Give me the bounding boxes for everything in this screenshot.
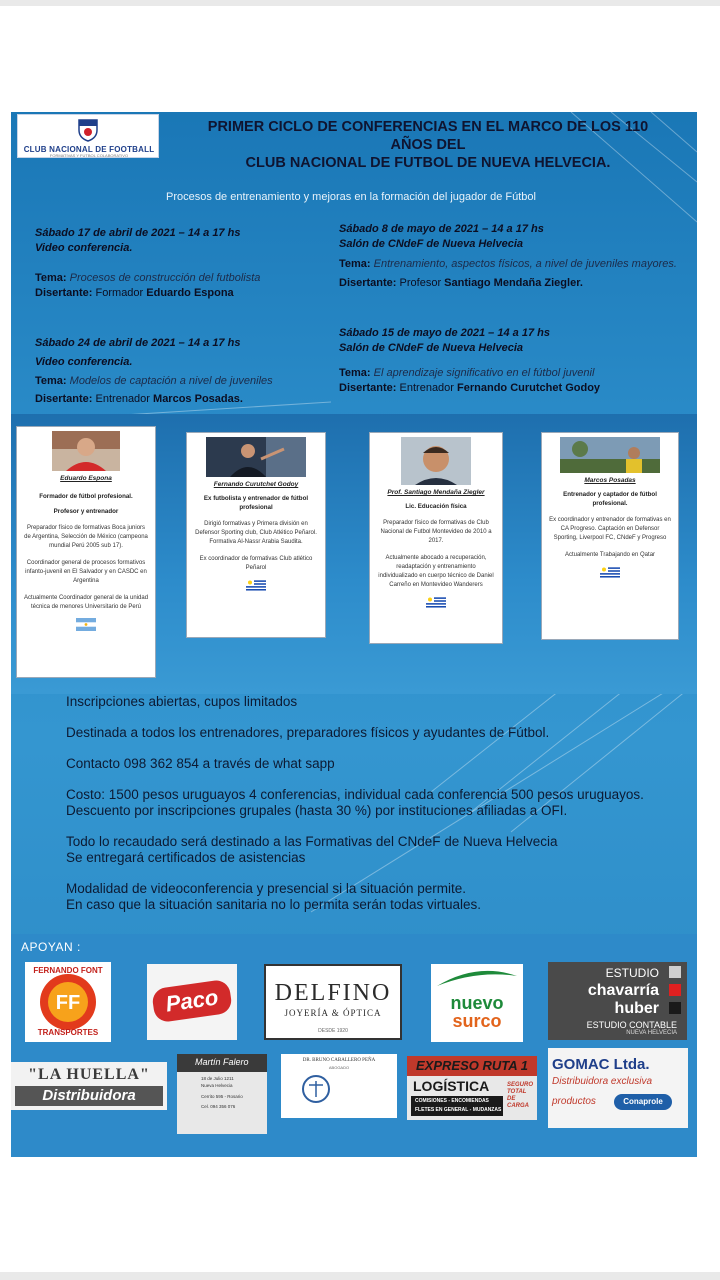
sponsor-expreso-ruta1-logo: [407, 1056, 537, 1120]
sponsor-text: SEGURO TOTAL DE CARGA: [507, 1082, 534, 1109]
speaker-photo-posadas: [560, 437, 660, 473]
speaker-bio-paragraph: Preparador físico de formativas de Club Nacional de Futbol Montevideo de 2010 a 2017.: [380, 520, 492, 544]
uruguay-flag-icon: [600, 566, 620, 579]
speaker-photo-espona: [52, 431, 120, 471]
speaker-title: Profesor: [399, 277, 442, 289]
speaker-role: Lic. Educación física: [405, 503, 467, 510]
speaker-bio-paragraph: Coordinador general de procesos formativos infanto-juvenil en El Salvador y en CASDC en Argentina: [25, 560, 147, 584]
sponsor-fernando-font-logo: [25, 962, 111, 1042]
club-crest-icon: [76, 118, 100, 142]
session-mode: Video conferencia.: [35, 356, 133, 368]
session-1: [35, 226, 335, 301]
speaker-label: Disertante:: [35, 393, 93, 405]
session-speaker: [339, 276, 689, 291]
info-line: Modalidad de videoconferencia y presencial si la situación permite.: [66, 881, 466, 896]
sponsor-text: FLETES EN GENERAL - MUDANZAS: [415, 1107, 502, 1113]
sponsor-text: DESDE 1920: [318, 1028, 348, 1034]
sponsor-text: DELFINO: [274, 980, 392, 1006]
club-logo-subtitle: FORMATIVAS Y FUTBOL COLABORATIVO: [49, 153, 129, 158]
square-icon: [669, 1002, 681, 1014]
sponsor-text: FERNANDO FONT: [33, 966, 103, 975]
session-topic: [35, 271, 335, 286]
info-line: En caso que la situación sanitaria no lo permita serán todas virtuales.: [66, 897, 481, 912]
scales-of-justice-icon: [301, 1074, 331, 1104]
argentina-flag-icon: [76, 618, 96, 631]
sponsor-text: "LA HUELLA": [28, 1066, 150, 1083]
sponsor-text: EXPRESO RUTA 1: [407, 1056, 537, 1076]
square-icon: [669, 984, 681, 996]
sponsor-text: Paco: [164, 984, 220, 1017]
speaker-name: Eduardo Espona: [60, 475, 112, 482]
sponsor-text: JOYERÍA & ÓPTICA: [284, 1008, 382, 1018]
speaker-role: Entrenador y captador de fútbol profesional.: [563, 491, 657, 507]
session-4: [339, 326, 689, 396]
sponsor-text: Distribuidora exclusiva: [552, 1076, 653, 1087]
speakers-band: [11, 414, 697, 694]
sponsor-text: TRANSPORTES: [37, 1028, 99, 1037]
speaker-card-curutchet: [186, 432, 326, 638]
sponsor-text: nuevo: [450, 993, 504, 1013]
info-line: Se entregará certificados de asistencias: [66, 850, 306, 865]
uruguay-flag-icon: [426, 596, 446, 609]
session-mode: Salón de CNdeF de Nueva Helvecia: [339, 342, 524, 354]
sponsor-text: DR. BRUNO CABALLERO PEÑA: [302, 1058, 376, 1063]
sponsor-chavarria-huber-logo: [548, 962, 687, 1040]
speaker-card-posadas: [541, 432, 679, 640]
speaker-label: Disertante:: [339, 277, 397, 289]
sponsor-caballero-card: [281, 1054, 397, 1118]
nuevo-surco-swoosh-icon: [431, 964, 523, 990]
sponsor-nuevo-surco-logo: [431, 964, 523, 1042]
info-line: Contacto 098 362 854 a través de what sapp: [66, 756, 335, 771]
sponsor-text: Distribuidora: [15, 1086, 163, 1106]
sponsor-text: chavarría: [587, 982, 659, 999]
speaker-bio-paragraph: Ex coordinador de formativas Club atlético Peñarol: [199, 556, 313, 571]
square-icon: [669, 966, 681, 978]
session-2: [339, 222, 689, 291]
sponsor-text: GOMAC Ltda.: [552, 1056, 650, 1073]
session-date: Sábado 15 de mayo de 2021 – 14 a 17 hs: [339, 327, 550, 339]
speaker-card-espona: [16, 426, 156, 678]
sponsor-text: Conaprole: [614, 1094, 672, 1110]
conference-flyer: [11, 112, 697, 1157]
speaker-name: Marcos Posadas.: [153, 393, 243, 405]
sponsor-text: NUEVA HELVECIA: [626, 1030, 677, 1036]
speaker-name: Fernando Curutchet Godoy: [213, 481, 299, 488]
sponsor-martin-falero-card: [177, 1054, 267, 1134]
uruguay-flag-icon: [246, 579, 266, 592]
viewer-top-bar: [0, 0, 720, 6]
speaker-name: Santiago Mendaña Ziegler.: [444, 277, 583, 289]
session-date: Sábado 17 de abril de 2021 – 14 a 17 hs: [35, 227, 241, 239]
sponsor-text: Nueva Helvecia: [201, 1083, 233, 1088]
speaker-title: Formador: [95, 287, 144, 299]
sponsor-la-huella-logo: [11, 1062, 167, 1110]
speaker-photo-mendana: [401, 437, 471, 485]
club-logo-name: CLUB NACIONAL DE FOOTBALL: [23, 145, 155, 154]
speaker-role: Formador de fútbol profesional.: [39, 493, 133, 500]
sponsor-text: ABOGADO: [328, 1065, 350, 1070]
sponsor-text: ESTUDIO: [605, 966, 659, 980]
topic-label: Tema:: [35, 375, 67, 387]
sponsors-section: [11, 934, 697, 1157]
topic-label: Tema:: [339, 367, 371, 379]
speaker-bio-paragraph: Actualmente abocado a recuperación, readaptación y entrenamiento individualizado en cuerpo técnico de Daniel Carreño en Montevideo Wanderers: [378, 555, 494, 588]
sponsor-text: Cerrito 595 - Rosario: [201, 1094, 243, 1099]
sponsor-text: COMISIONES - ENCOMIENDAS: [415, 1098, 489, 1104]
sponsor-text: 18 de Julio 1211: [201, 1076, 234, 1081]
sponsor-text: surco: [452, 1011, 502, 1031]
speaker-title: Entrenador: [95, 393, 150, 405]
topic-text: Entrenamiento, aspectos físicos, a nivel de juveniles mayores.: [373, 258, 677, 270]
info-line: Todo lo recaudado será destinado a las Formativas del CNdeF de Nueva Helvecia: [66, 834, 558, 849]
speaker-label: Disertante:: [339, 382, 397, 394]
sponsor-paco-logo: [147, 964, 237, 1040]
session-topic: [339, 258, 689, 270]
topic-label: Tema:: [339, 258, 371, 270]
speaker-role-secondary: Profesor y entrenador: [53, 508, 119, 515]
sponsor-text: ESTUDIO CONTABLE: [586, 1020, 677, 1030]
info-line: Destinada a todos los entrenadores, preparadores físicos y ayudantes de Fútbol.: [66, 725, 550, 740]
speaker-name: Prof. Santiago Mendaña Ziegler: [387, 489, 485, 496]
speaker-card-mendana: [369, 432, 503, 644]
session-speaker: [339, 381, 689, 396]
speaker-name: Eduardo Espona: [146, 287, 234, 299]
speaker-title: Entrenador: [399, 382, 454, 394]
speaker-role: Ex futbolista y entrenador de fútbol profesional: [203, 495, 309, 511]
sponsor-text: productos: [552, 1096, 596, 1107]
speaker-bio-paragraph: Actualmente Coordinador general de la unidad técnica de menores Universitario de Perú: [23, 595, 149, 610]
session-date: Sábado 8 de mayo de 2021 – 14 a 17 hs: [339, 223, 544, 235]
session-mode: Video conferencia.: [35, 242, 133, 254]
speaker-name: Fernando Curutchet Godoy: [457, 382, 601, 394]
session-speaker: [35, 286, 335, 301]
speaker-name: Marcos Posadas: [584, 477, 636, 484]
topic-text: Procesos de construcción del futbolista: [69, 272, 261, 284]
topic-text: Modelos de captación a nivel de juveniles: [69, 375, 273, 387]
info-line: Descuento por inscripciones grupales (hasta 30 %) por instituciones afiliadas a OFI.: [66, 803, 568, 818]
speaker-bio-paragraph: Dirigió formativas y Primera división en Defensor Sporting club, Club Atlético Peñarol. Formativa Al-Nassr Arabia Saudita.: [195, 521, 317, 545]
title-line: CLUB NACIONAL DE FUTBOL DE NUEVA HELVECIA.: [245, 155, 611, 171]
session-date: Sábado 24 de abril de 2021 – 14 a 17 hs: [35, 337, 241, 349]
sponsor-text: huber: [614, 1000, 659, 1017]
title-line: PRIMER CICLO DE CONFERENCIAS EN EL MARCO DE LOS 110: [207, 119, 649, 135]
club-nacional-logo: [17, 114, 159, 158]
sponsor-text: Cel. 094 356 076: [201, 1104, 236, 1109]
session-topic: [339, 366, 689, 381]
info-line: Costo: 1500 pesos uruguayos 4 conferencias, individual cada conferencia 500 pesos uruguayos.: [66, 787, 644, 802]
flyer-subtitle: Procesos de entrenamiento y mejoras en la formación del jugador de Fútbol: [166, 191, 536, 203]
session-topic: [35, 374, 335, 389]
sponsor-gomac-logo: [548, 1048, 688, 1128]
speaker-bio-paragraph: Ex coordinador y entrenador de formativas en CA Progreso. Captación en Defensor Sporting, Liverpool FC, CNdeF y Progreso: [549, 517, 671, 541]
speaker-bio-paragraph: Preparador físico de formativas Boca juniors de Argentina, Selección de México (campeona mundial Perú 2005 sub 17).: [24, 525, 148, 549]
speaker-bio-paragraph: Actualmente Trabajando en Qatar: [564, 552, 656, 558]
sponsor-text: LOGÍSTICA: [413, 1078, 490, 1094]
title-line: AÑOS DEL: [390, 137, 466, 153]
sponsor-text: FF: [55, 992, 81, 1014]
session-3: [35, 336, 335, 407]
speaker-photo-curutchet: [206, 437, 306, 477]
sponsor-delfino-logo: [264, 964, 402, 1040]
viewer-bottom-bar: [0, 1272, 720, 1280]
registration-info: [66, 694, 686, 913]
sponsor-text: Martín Falero: [195, 1057, 249, 1067]
topic-label: Tema:: [35, 272, 67, 284]
info-line: Inscripciones abiertas, cupos limitados: [66, 694, 298, 709]
flyer-title: [161, 118, 695, 172]
session-mode: Salón de CNdeF de Nueva Helvecia: [339, 238, 524, 250]
sponsors-heading: APOYAN :: [21, 940, 81, 954]
topic-text: El aprendizaje significativo en el fútbol juvenil: [373, 367, 595, 379]
speaker-label: Disertante:: [35, 287, 93, 299]
session-speaker: [35, 392, 335, 407]
